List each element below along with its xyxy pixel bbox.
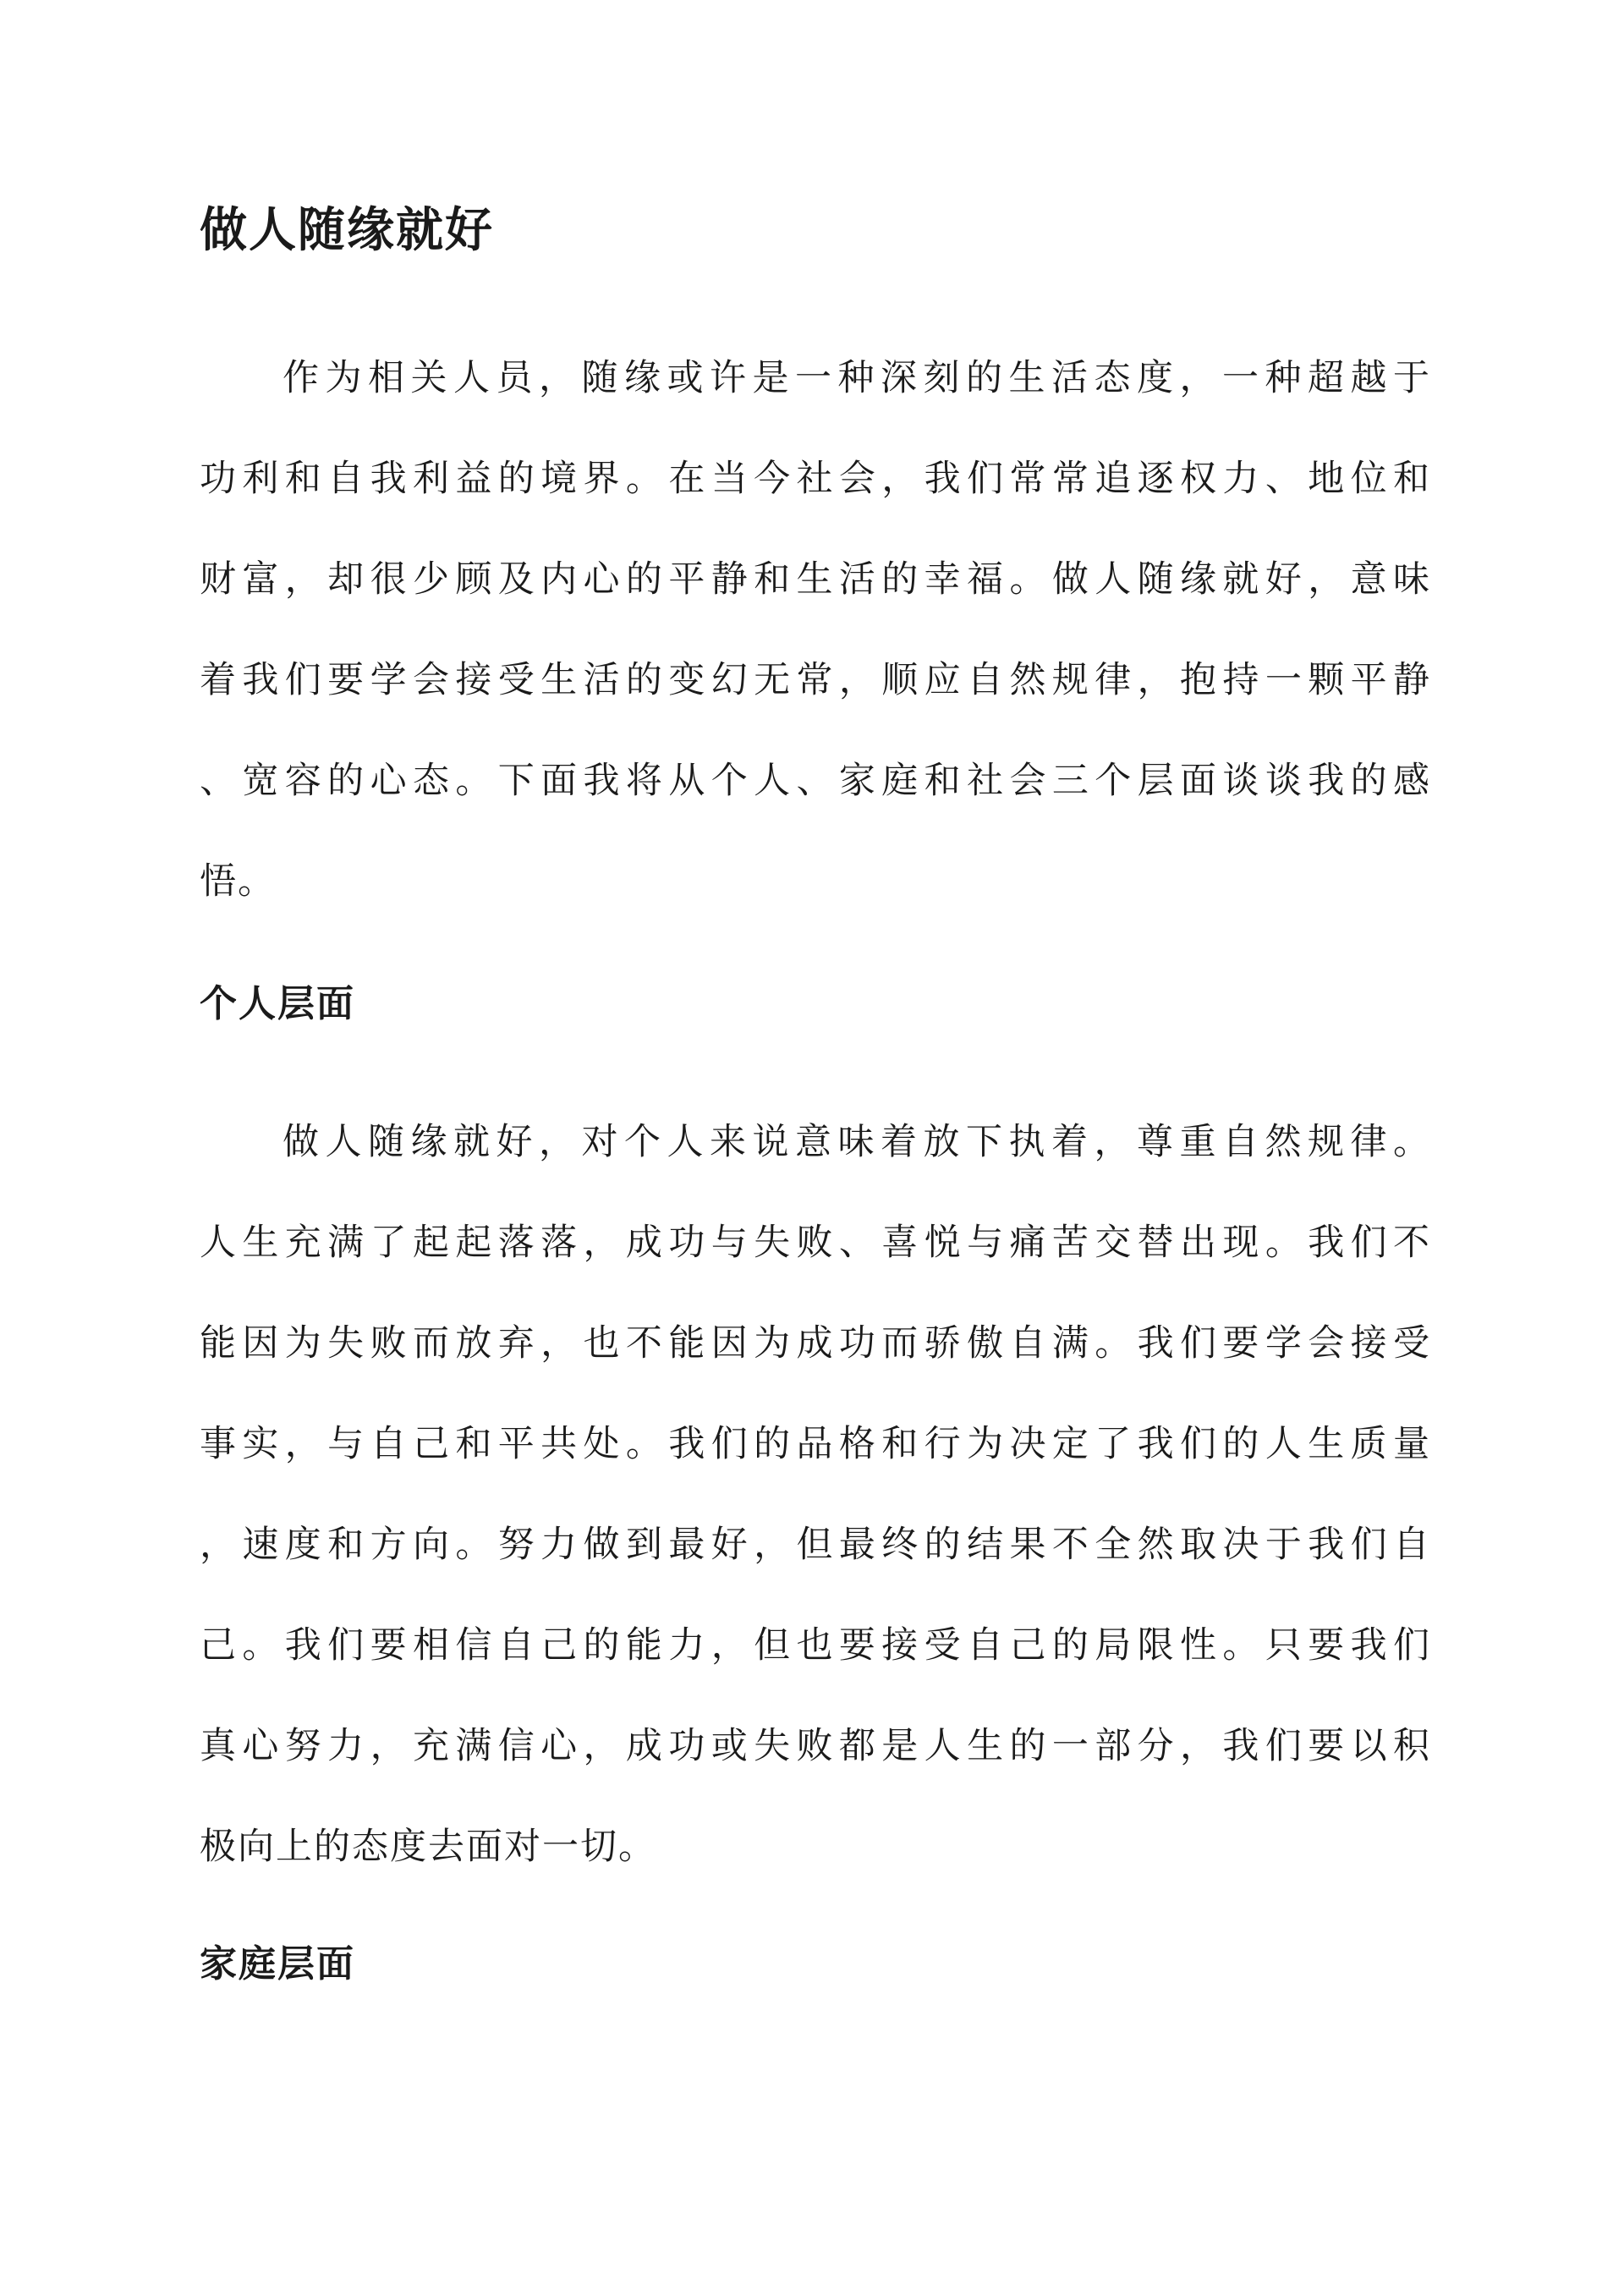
section-heading-personal: 个人层面 <box>200 982 355 1025</box>
paragraph-line: 着我们要学会接受生活的变幻无常，顺应自然规律，抱持一颗平静 <box>200 659 1431 701</box>
paragraph-line: 真心努力，充满信心，成功或失败都是人生的一部分，我们要以积 <box>200 1725 1431 1767</box>
paragraph-line: 事实，与自己和平共处。我们的品格和行为决定了我们的人生质量 <box>200 1423 1431 1465</box>
paragraph-line: ，速度和方向。努力做到最好，但最终的结果不全然取决于我们自 <box>200 1524 1431 1566</box>
paragraph-line: 财富，却很少顾及内心的平静和生活的幸福。做人随缘就好，意味 <box>200 558 1431 601</box>
section-heading-family: 家庭层面 <box>200 1942 355 1986</box>
paragraph-line: 极向上的态度去面对一切。 <box>200 1826 656 1868</box>
paragraph-line: 人生充满了起起落落，成功与失败、喜悦与痛苦交替出现。我们不 <box>200 1222 1431 1264</box>
paragraph-line: 悟。 <box>200 860 276 903</box>
paragraph-line: 、宽容的心态。下面我将从个人、家庭和社会三个层面谈谈我的感 <box>200 760 1431 802</box>
paragraph-line: 做人随缘就好，对个人来说意味着放下执着，尊重自然规律。 <box>283 1121 1431 1163</box>
personal-paragraph <box>200 1092 1431 1898</box>
intro-paragraph <box>200 328 1431 932</box>
paragraph-line: 作为相关人员，随缘或许是一种深刻的生活态度，一种超越于 <box>283 357 1431 399</box>
document-title: 做人随缘就好 <box>200 202 494 258</box>
paragraph-line: 能因为失败而放弃，也不能因为成功而骄傲自满。我们要学会接受 <box>200 1322 1431 1365</box>
paragraph-line: 己。我们要相信自己的能力，但也要接受自己的局限性。只要我们 <box>200 1624 1431 1667</box>
paragraph-line: 功利和自我利益的境界。在当今社会，我们常常追逐权力、地位和 <box>200 458 1431 500</box>
